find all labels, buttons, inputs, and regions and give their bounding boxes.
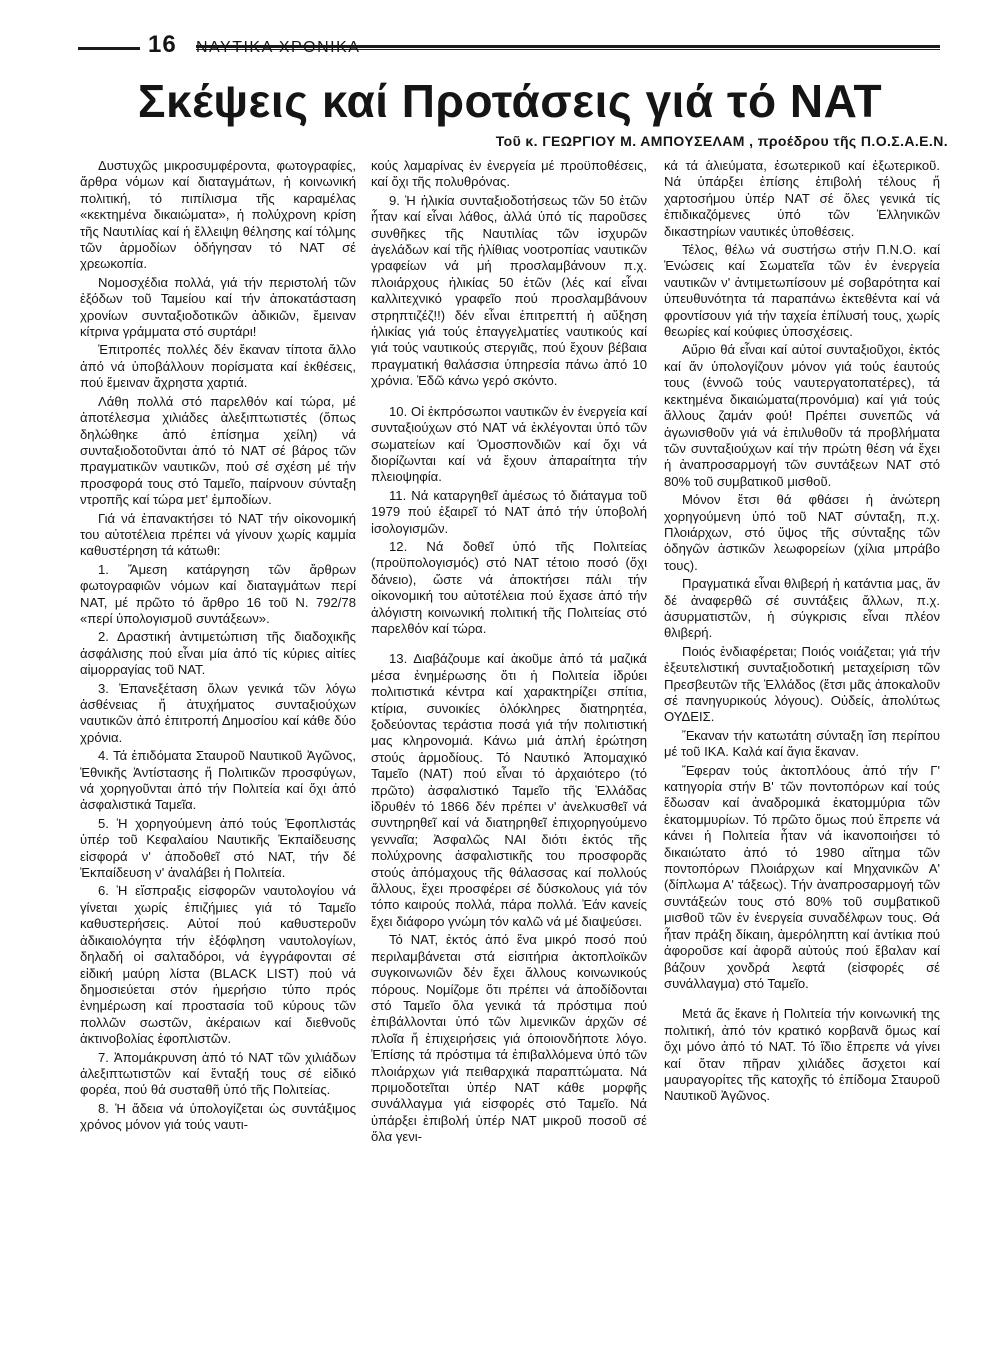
paragraph: Τό ΝΑΤ, ἐκτός ἀπό ἕνα μικρό ποσό πού περιλαμβάνεται στά εἰσιτήρια ἀκτοπλοϊκῶν συγκοινωνιῶν δέν ἔχει ἄλλους κοινωνικούς πόρους. Νομίζομε ὅτι πρέπει νά ἀποδίδονται στό Ταμεῖο ὅλα γενικά τά πρόστιμα πού ἐπιβάλλονται ὑπό τῶν λιμενικῶν ἀρχῶν σέ πλοῖα ἤ ἐπιχειρήσεις γιά ὁποιονδήποτε λόγο. Ἐπίσης τά πρόστιμα τά ἐπιβαλλόμενα ὑπό τῶν πλοιάρχων γιά πειθαρχικά παραπτώματα. Νά πριμοδοτεῖται ὑπέρ ΝΑΤ κάθε μορφῆς συνάλλαγμα γιά εἰσφορές στό Ταμεῖο. Νά ὑπάρξει ἐπιβολή ὑπέρ ΝΑΤ μικροῦ ποσοῦ σέ ὅλα γενι- — [371, 932, 647, 1145]
numbered-point: 8. Ἡ ἄδεια νά ὑπολογίζεται ὡς συντάξιμος χρόνος μόνον γιά τούς ναυτι- — [80, 1100, 356, 1133]
paragraph: Ἔκαναν τήν κατωτάτη σύνταξη ἴση περίπου μέ τοῦ ΙΚΑ. Καλά καί ἅγια ἔκαναν. — [664, 727, 940, 760]
numbered-point: 13. Διαβάζουμε καί ἀκοῦμε ἀπό τά μαζικά μέσα ἐνημέρωσης ὅτι ἡ Πολιτεία ἱδρύει πολιτιστικά κέντρα καί χαρακτηρίζει σπίτια, κτίρια, συνοικίες ὁλόκληρες διατηρητέα, ξοδεύοντας τεράστια ποσά γιά τήν πολιτιστική μας κληρονομιά. Κάνω μιά ἁπλή ἐρώτηση στούς ἁρμοδίους. Τό Ναυτικό Ἀπομαχικό Ταμεῖο (ΝΑΤ) πού εἶναι τό ἀρχαιότερο (τό πρῶτο) ἀσφαλιστικό Ταμεῖο τῆς Ἑλλάδας ἱδρυθέν τό 1866 δέν πρέπει ν' ἀνελκυσθεῖ νά συντηρηθεῖ καί νά διατηρηθεῖ ἐπιχορηγούμενο γενναῖα; Ἀσφαλῶς ΝΑΙ διότι ἐκτός τῆς πολύχρονης ἀσφαλιστικῆς του προσφορᾶς στούς ἀπόμαχους τῆς θάλασσας καί πολλούς ἄλλους, ἔχει προσφέρει σέ δύσκολους γιά τόν τόπο καιρούς πολλά, πάρα πολλά. Ἐάν κανείς ἔχει διάφορο γνώμη τόν καλῶ νά μέ διαψεύσει. — [371, 651, 647, 929]
article-column-3 — [664, 158, 940, 1107]
article-column-2 — [371, 158, 647, 1148]
paragraph-continued: κούς λαμαρίνας ἐν ἐνεργεία μέ προϋποθέσεις, καί ὄχι τῆς πολυθρόνας. — [371, 158, 647, 190]
numbered-point: 12. Νά δοθεῖ ὑπό τῆς Πολιτείας (προϋπολογισμός) στό ΝΑΤ τέτοιο ποσό (ὄχι δάνειο), ὥστε νά ἀποκτήσει πάλι τήν οἰκονομική του αὐτοτέλεια πού ἔχασε ἀπό τήν ἀλόγιστη κοινωνική πολιτική τῆς Πολιτείας στό παρελθόν καί τώρα. — [371, 538, 647, 636]
page-header — [78, 31, 940, 62]
numbered-point: 1. Ἄμεση κατάργηση τῶν ἄρθρων φωτογραφιῶν νόμων καί διαταγμάτων περί ΝΑΤ, μέ πρῶτο τό ἄρθρο 16 τοῦ Ν. 792/78 «περί ὑπολογισμοῦ συντάξεων». — [80, 561, 356, 626]
article-byline: Τοῦ κ. ΓΕΩΡΓΙΟΥ Μ. ΑΜΠΟΥΣΕΛΑΜ , προέδρου τῆς Π.Ο.Σ.Α.Ε.Ν. — [495, 133, 948, 149]
paragraph: Μόνον ἔτσι θά φθάσει ἡ ἀνώτερη χορηγούμενη ὑπό τοῦ ΝΑΤ σύνταξη, π.χ. Πλοιάρχων, στό ὕψος τῆς σύνταξης τῶν ὁδηγῶν ἀστικῶν λεωφορείων (χίλια μπράβο τους). — [664, 492, 940, 573]
article-column-1 — [80, 158, 356, 1136]
numbered-point: 9. Ἡ ἡλικία συνταξιοδοτήσεως τῶν 50 ἐτῶν ἦταν καί εἶναι λάθος, ἀλλά ὑπό τίς παροῦσες συνθῆκες τῆς Ναυτιλίας τῶν ἰσχυρῶν ἀγελάδων καί τῆς ἠλίθιας νοοτροπίας ναυτικῶν γραφείων νά μή προσλαμβάνουν π.χ. πλοιάρχους ἡλικίας 50 ἐτῶν (λές καί εἶναι καλλιτεχνικό γραφεῖο πού προσλαμβάνουν στρηπτιζέζ!!) δέν εἶναι ἐπιτρεπτή ἡ αὔξηση ἡλικίας γιά τούς ἐπαγγελματίες ναυτικούς καί γιά τούς ναυτικούς στεργιᾶς, πού ἔχουν βέβαια πραγματική θαλάσσια ὑπηρεσία πάνω ἀπό 10 χρόνια. Ἐδῶ κάνω γερό σκόντο. — [371, 192, 647, 389]
numbered-point: 11. Νά καταργηθεῖ ἀμέσως τό διάταγμα τοῦ 1979 πού ἐξαιρεῖ τό ΝΑΤ ἀπό τήν ὑποβολή ἰσολογισμῶν. — [371, 487, 647, 536]
numbered-point: 6. Ἡ εἴσπραξις εἰσφορῶν ναυτολογίου νά γίνεται χωρίς ἐπιζήμιες γιά τό Ταμεῖο καθυστερήσεις. Αὐτοί πού καθυστεροῦν ἀδικαιολόγητα τήν ἐξόφληση ναυτολογίων, δηλαδή οἱ σαλταδόροι, νά ἐγγράφονται σέ εἰδική μαύρη λίστα (BLACK LIST) πού νά δημοσιεύεται στόν ἡμερήσιο τύπο πρός ἐνημέρωση καί προστασία τοῦ κύρους τῶν πολλῶν σωστῶν, ἀκέραιων καί διεθνοῦς ἀκτινοβολίας ἐφοπλιστῶν. — [80, 883, 356, 1047]
paragraph: Λάθη πολλά στό παρελθόν καί τώρα, μέ ἀποτέλεσμα χιλιάδες ἀλεξιπτωτιστές (ὅπως δηλώθηκε ἀπό ἐπίσημα χείλη) νά συνταξιοδοτοῦνται ἀπό τό ΝΑΤ σέ βάρος τῶν πραγματικῶν ναυτικῶν, πού σέ σχέση μέ τήν προσφορά τους στό Ταμεῖο, παίρνουν σύνταξη ντροπῆς καί τώρα μετ' ἐμποδίων. — [80, 393, 356, 508]
page-number: 16 — [148, 31, 177, 58]
paragraph: Μετά ἄς ἔκανε ἡ Πολιτεία τήν κοινωνική της πολιτική, ἀπό τόν κρατικό κορβανᾶ ὅμως καί ὄχι μόνο ἀπό τό ΝΑΤ. Τό ἴδιο ἔπρεπε νά γίνει καί ὅταν πῆραν χιλιάδες ἄσχετοι καί μαυραγορίτες τῆς κατοχῆς τό ἐπίδομα Σταυροῦ Ναυτικοῦ Ἀγῶνος. — [664, 1006, 940, 1104]
publication-name: ΝΑΥΤΙΚΑ ΧΡΟΝΙΚΑ — [196, 39, 361, 56]
numbered-point: 10. Οἱ ἐκπρόσωποι ναυτικῶν ἐν ἐνεργεία καί συνταξιούχων στό ΝΑΤ νά ἐκλέγονται ὑπό τῶν σωματείων καί Ὁμοσπονδιῶν καί ὄχι νά διορίζωνται καί νά ἔχουν ἀπαραίτητα τήν πλειοψηφία. — [371, 403, 647, 485]
numbered-point: 2. Δραστική ἀντιμετώπιση τῆς διαδοχικῆς ἀσφάλισης πού εἶναι μία ἀπό τίς κύριες αἰτίες αἱμορραγίας τοῦ ΝΑΤ. — [80, 629, 356, 678]
article-title: Σκέψεις καί Προτάσεις γιά τό ΝΑΤ — [137, 75, 883, 127]
header-rule-left — [78, 47, 140, 50]
paragraph: Ἔφεραν τούς ἀκτοπλόους ἀπό τήν Γ' κατηγορία στήν Β' τῶν ποντοπόρων καί τούς ἔδωσαν καί ἀναδρομικά ἑκατομμύρια τῶν ἑκατομμυρίων. Τό πρῶτο ὅμως πού ἔπρεπε νά κάνει ἡ Πολιτεία ἦταν νά ἱκανοποιήσει τό δικαιώτατο ἀπό τό 1980 αἴτημα τῶν ποντοπόρων Πλοιάρχων καί Μηχανικῶν Α' (δίπλωμα Α' τάξεως). Τήν ἀναπροσαρμογή τῶν συντάξεών τους στό 80% τοῦ συμβατικοῦ μισθοῦ τῶν ἐν ἐνεργεία συναδέλφων τους. Θά ἦταν πράξη δίκαιη, ἀμερόληπτη καί ἀντίκια πού ἀφοροῦσε καί ἀφορᾶ αὐτούς πού ἔβαλαν καί βάζουν χονδρά λεφτά (εἰσφορές σέ συνάλλαγμα) στό Ταμεῖο. — [664, 762, 940, 991]
numbered-point: 4. Τά ἐπιδόματα Σταυροῦ Ναυτικοῦ Ἀγῶνος, Ἐθνικῆς Ἀντίστασης ἤ Πολιτικῶν προσφύγων, νά χορηγοῦνται ἀπό τήν Πολιτεία καί ὄχι ἀπό ἀσφαλιστικά Ταμεῖα. — [80, 748, 356, 813]
numbered-point: 7. Ἀπομάκρυνση ἀπό τό ΝΑΤ τῶν χιλιάδων ἀλεξιπτωτιστῶν καί ἔνταξή τους σέ εἰδικό φορέα, πού θά συσταθῆ ὑπό τῆς Πολιτείας. — [80, 1049, 356, 1098]
paragraph: Γιά νά ἐπανακτήσει τό ΝΑΤ τήν οἰκονομική του αὐτοτέλεια πρέπει νά γίνουν χωρίς καμμία καθυστέρηση τά κάτωθι: — [80, 510, 356, 559]
paragraph: Αὔριο θά εἶναι καί αὐτοί συνταξιοῦχοι, ἐκτός καί ἄν ὑπολογίζουν μόνον γιά τούς ἑαυτούς τους (ἐννοῶ τούς ναυτεργατοπατέρες), τά κεκτημένα δικαιώματα(προνόμια) καί γιά τούς ἄλλους ζαμάν φού! Πρέπει συνεπῶς νά ἀγωνισθοῦν γιά νά ἐπιλυθοῦν τά προβλήματα τῶν συνταξιούχων καί τήν πρώτη θέση νά ἔχει ἡ ἀναπροσαρμογή τῶν συντάξεων ΝΑΤ στό 80% τοῦ συμβατικοῦ μισθοῦ. — [664, 342, 940, 489]
paragraph: Δυστυχῶς μικροσυμφέροντα, φωτογραφίες, ἄρθρα νόμων καί διαταγμάτων, ἡ κοινωνική πολιτική, τό πιπίλισμα τῆς καραμέλας «κεκτημένα δικαιώματα», ἡ πολύχρονη κρίση τῆς Ναυτιλίας καί ἡ ἔλλειψη θέλησης καί τόλμης τῶν ἁρμοδίων ὁδήγησαν τό ΝΑΤ σέ χρεωκοπία. — [80, 158, 356, 272]
paragraph: Ποιός ἐνδιαφέρεται; Ποιός νοιάζεται; γιά τήν ἐξευτελιστική συνταξιοδοτική μεταχείριση τῶν Πρεσβευτῶν τῆς Ἑλλάδος (ἔτσι μᾶς ἀποκαλοῦν σέ πανηγυρικούς λόγους). Οὐδείς, ἀπολύτως ΟΥΔΕΙΣ. — [664, 643, 940, 725]
paragraph: Νομοσχέδια πολλά, γιά τήν περιστολή τῶν ἐξόδων τοῦ Ταμείου καί τήν ἀποκατάσταση χρονίων συνταξιοδοτικῶν ἀδικιῶν, ἔμειναν κίτρινα γράμματα στό συρτάρι! — [80, 274, 356, 340]
paragraph: Πραγματικά εἶναι θλιβερή ἡ κατάντια μας, ἄν δέ ἀναφερθῶ σέ συντάξεις ἄλλων, π.χ. ἀσυρματιστῶν, ἡ σύγκρισις εἶναι πλέον θλιβερή. — [664, 576, 940, 641]
numbered-point: 3. Ἐπανεξέταση ὅλων γενικά τῶν λόγω ἀσθένειας ἤ ἀτυχήματος συνταξιούχων ναυτικῶν ἀπό ἐπιτροπή Δημοσίου καί κάθε δύο χρόνια. — [80, 680, 356, 745]
paragraph: Τέλος, θέλω νά συστήσω στήν Π.Ν.Ο. καί Ἑνώσεις καί Σωματεῖα τῶν ἐν ἐνεργεία ναυτικῶν ν' ἀντιμετωπίσουν μέ σοβαρότητα καί ὑπευθυνότητα τά παραπάνω ἐκτεθέντα καί νά φροντίσουν γιά τήν ταχεία ἐπίλυσή τους, χωρίς θεωρίες καί κούφιες ὑποσχέσεις. — [664, 242, 940, 340]
numbered-point: 5. Ἡ χορηγούμενη ἀπό τούς Ἐφοπλιστάς ὑπέρ τοῦ Κεφαλαίου Ναυτικῆς Ἐκπαίδευσης εἰσφορά ν' ἀποδοθεῖ στό ΝΑΤ, τήν δέ Ἐκπαίδευση ν' ἀναλάβει ἡ Πολιτεία. — [80, 815, 356, 881]
paragraph: Ἐπιτροπές πολλές δέν ἔκαναν τίποτα ἄλλο ἀπό νά ὑποβάλλουν πορίσματα καί ἐκθέσεις, πού ἔμειναν ἄχρηστα χαρτιά. — [80, 342, 356, 391]
paragraph-continued: κά τά ἁλιεύματα, ἐσωτερικοῦ καί ἐξωτερικοῦ. Νά ὑπάρξει ἐπίσης ἐπιβολή τέλους ἤ χαρτοσήμου ὑπέρ ΝΑΤ σέ ὅλες γενικά τίς ἐπιδικαζόμενες ὑπό τῶν Ἑλληνικῶν δικαστηρίων ναυτικές ὑποθέσεις. — [664, 158, 940, 239]
